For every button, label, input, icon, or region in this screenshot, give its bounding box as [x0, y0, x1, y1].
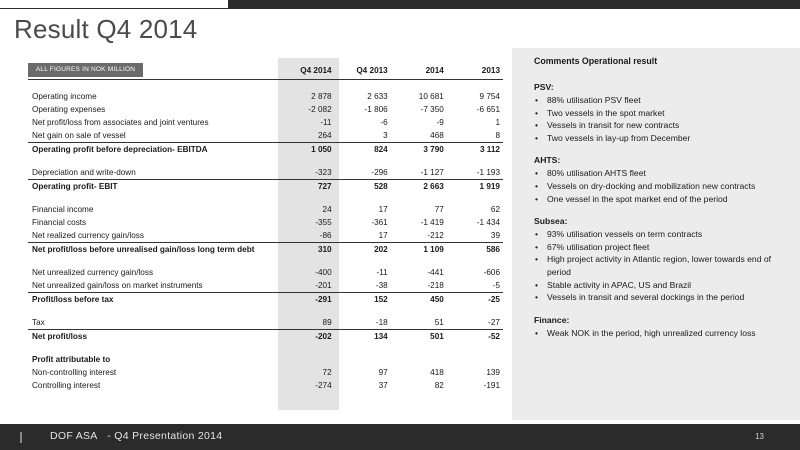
- row-value: 24: [322, 205, 332, 214]
- row-label: Depreciation and write-down: [32, 168, 136, 177]
- row-value: -1 193: [476, 168, 500, 177]
- row-value: 89: [322, 318, 332, 327]
- comments-title: Comments Operational result: [534, 56, 658, 66]
- row-value: -6: [380, 118, 388, 127]
- comments-bullet: • 67% utilisation project fleet: [534, 241, 784, 254]
- row-value: 2 878: [311, 92, 332, 101]
- row-value: -202: [279, 330, 335, 344]
- row-label: Profit/loss before tax: [28, 293, 279, 307]
- row-label: Operating income: [32, 92, 97, 101]
- row-value: [391, 353, 447, 366]
- table-row: [28, 103, 503, 116]
- row-value: -1 806: [364, 105, 388, 114]
- table-row: [28, 293, 503, 307]
- table-row: [28, 116, 503, 129]
- table-body: [28, 80, 503, 393]
- column-header: 2013: [481, 66, 500, 75]
- row-value: -361: [371, 218, 388, 227]
- footer-company: DOF ASA: [50, 430, 98, 442]
- row-value: 727: [279, 180, 335, 194]
- table-row: [28, 129, 503, 143]
- row-value: -9: [436, 118, 444, 127]
- row-value: 17: [378, 205, 388, 214]
- row-label: Operating expenses: [32, 105, 106, 114]
- row-value: 2 663: [391, 180, 447, 194]
- column-header: Q4 2013: [356, 66, 388, 75]
- row-gap: [28, 306, 503, 316]
- row-value: -296: [371, 168, 388, 177]
- table-row: [28, 90, 503, 103]
- row-value: -52: [447, 330, 503, 344]
- comments-bullet: • Vessels in transit for new contracts: [534, 119, 784, 132]
- comments-bullet-list: [534, 327, 784, 340]
- row-label: Net realized currency gain/loss: [32, 231, 144, 240]
- row-value: -18: [375, 318, 388, 327]
- table-row: [28, 243, 503, 257]
- figures-note-badge: ALL FIGURES IN NOK MILLION: [28, 63, 143, 77]
- row-value: 72: [322, 368, 332, 377]
- top-bar-line: [0, 8, 228, 9]
- table-row: [28, 379, 503, 392]
- row-value: 9 754: [479, 92, 500, 101]
- row-value: 77: [434, 205, 444, 214]
- row-value: -291: [279, 293, 335, 307]
- comments-bullet: • 88% utilisation PSV fleet: [534, 94, 784, 107]
- results-table: [28, 62, 503, 392]
- comments-section-heading: Subsea:: [534, 216, 568, 227]
- row-value: -11: [320, 118, 332, 127]
- table-row: [28, 316, 503, 330]
- row-value: -7 350: [420, 105, 444, 114]
- table-row: [28, 366, 503, 379]
- row-value: -1 434: [476, 218, 500, 227]
- slide-title: Result Q4 2014: [14, 14, 198, 44]
- comments-body: [534, 82, 784, 339]
- row-value: -323: [315, 168, 332, 177]
- column-header: 2014: [425, 66, 444, 75]
- column-header: Q4 2014: [300, 66, 332, 75]
- row-label: Net gain on sale of vessel: [32, 131, 126, 140]
- row-value: 37: [378, 381, 388, 390]
- table-row: [28, 229, 503, 243]
- top-bar-dark: [228, 0, 800, 9]
- row-label: Profit attributable to: [32, 355, 111, 364]
- footer-presentation: - Q4 Presentation 2014: [107, 430, 223, 442]
- row-gap: [28, 193, 503, 203]
- top-bar: [0, 0, 800, 9]
- row-value: -218: [427, 281, 444, 290]
- row-value: -212: [427, 231, 444, 240]
- row-label: Net unrealized currency gain/loss: [32, 268, 154, 277]
- row-value: 8: [495, 131, 500, 140]
- row-value: 10 681: [418, 92, 444, 101]
- comments-section-heading: Finance:: [534, 314, 570, 325]
- table-row: [28, 353, 503, 366]
- table-row: [28, 180, 503, 194]
- row-gap: [28, 256, 503, 266]
- row-gap: [28, 80, 503, 90]
- table-row: [28, 279, 503, 293]
- row-label: Financial costs: [32, 218, 87, 227]
- table-row: [28, 216, 503, 229]
- row-value: 51: [434, 318, 444, 327]
- table-row: [28, 203, 503, 216]
- comments-bullet: • Vessels on dry-docking and mobilization new contracts: [534, 180, 784, 193]
- footer-text: [50, 430, 222, 442]
- row-label: Operating profit- EBIT: [28, 180, 279, 194]
- table-row: [28, 166, 503, 180]
- row-value: 450: [391, 293, 447, 307]
- row-value: -27: [488, 318, 500, 327]
- footer-bar: [0, 424, 800, 450]
- row-value: -25: [447, 293, 503, 307]
- row-value: -86: [319, 231, 332, 240]
- row-value: 97: [378, 368, 388, 377]
- row-value: -5: [492, 281, 500, 290]
- row-label: Financial income: [32, 205, 94, 214]
- comments-bullet: • 93% utilisation vessels on term contracts: [534, 228, 784, 241]
- comments-bullet-list: [534, 228, 784, 304]
- row-value: 310: [279, 243, 335, 257]
- row-label: Tax: [32, 318, 45, 327]
- row-value: 139: [486, 368, 500, 377]
- row-value: -1 127: [420, 168, 444, 177]
- row-value: -1 419: [420, 218, 444, 227]
- row-value: -606: [483, 268, 500, 277]
- row-value: [279, 353, 335, 366]
- row-value: 1 050: [279, 143, 335, 157]
- table-row: [28, 143, 503, 157]
- row-gap: [28, 343, 503, 353]
- row-value: 501: [391, 330, 447, 344]
- row-value: -355: [315, 218, 332, 227]
- comments-bullet: • Stable activity in APAC, US and Brazil: [534, 279, 784, 292]
- comments-panel: [512, 48, 800, 420]
- row-value: 264: [317, 131, 332, 140]
- row-value: 2 633: [367, 92, 388, 101]
- row-value: 586: [447, 243, 503, 257]
- row-value: [335, 353, 391, 366]
- comments-bullet: • Two vessels in the spot market: [534, 107, 784, 120]
- row-value: -38: [375, 281, 388, 290]
- row-value: -400: [315, 268, 332, 277]
- row-value: 418: [430, 368, 444, 377]
- comments-bullet-list: [534, 167, 784, 205]
- row-value: -6 651: [476, 105, 500, 114]
- row-label: Non-controlling interest: [32, 368, 117, 377]
- comments-bullet: • High project activity in Atlantic region, lower towards end of period: [534, 253, 784, 278]
- row-value: 3: [383, 131, 388, 140]
- row-value: -201: [315, 281, 332, 290]
- row-value: 62: [490, 205, 500, 214]
- row-value: -274: [315, 381, 332, 390]
- row-label: Controlling interest: [32, 381, 101, 390]
- row-value: 824: [335, 143, 391, 157]
- row-value: 17: [378, 231, 388, 240]
- row-value: 468: [430, 131, 444, 140]
- comments-bullet-list: [534, 94, 784, 144]
- row-value: [447, 353, 503, 366]
- comments-section-heading: AHTS:: [534, 155, 561, 166]
- row-value: 202: [335, 243, 391, 257]
- row-value: 152: [335, 293, 391, 307]
- comments-bullet: • Two vessels in lay-up from December: [534, 132, 784, 145]
- table-row: [28, 330, 503, 344]
- row-value: -2 082: [308, 105, 332, 114]
- row-label: Net unrealized gain/loss on market instruments: [32, 281, 203, 290]
- row-value: 1: [495, 118, 500, 127]
- page-number: 13: [755, 432, 764, 441]
- row-gap: [28, 156, 503, 166]
- row-value: 134: [335, 330, 391, 344]
- table-row: [28, 266, 503, 279]
- row-value: 39: [490, 231, 500, 240]
- comments-bullet: • 80% utilisation AHTS fleet: [534, 167, 784, 180]
- row-label: Net profit/loss: [28, 330, 279, 344]
- row-label: Operating profit before depreciation- EBITDA: [28, 143, 279, 157]
- row-value: 3 790: [391, 143, 447, 157]
- row-value: -11: [376, 268, 388, 277]
- row-value: 528: [335, 180, 391, 194]
- row-value: 82: [434, 381, 444, 390]
- row-label: Net profit/loss before unrealised gain/loss long term debt: [28, 243, 279, 257]
- comments-bullet: • Vessels in transit and several dockings in the period: [534, 291, 784, 304]
- comments-bullet: • One vessel in the spot market end of the period: [534, 193, 784, 206]
- comments-bullet: • Weak NOK in the period, high unrealized currency loss: [534, 327, 784, 340]
- row-value: 3 112: [447, 143, 503, 157]
- row-value: -191: [483, 381, 500, 390]
- footer-mark: [20, 432, 22, 443]
- row-value: 1 109: [391, 243, 447, 257]
- comments-section-heading: PSV:: [534, 82, 554, 92]
- row-value: -441: [427, 268, 444, 277]
- row-label: Net profit/loss from associates and joint ventures: [32, 118, 209, 127]
- row-value: 1 919: [447, 180, 503, 194]
